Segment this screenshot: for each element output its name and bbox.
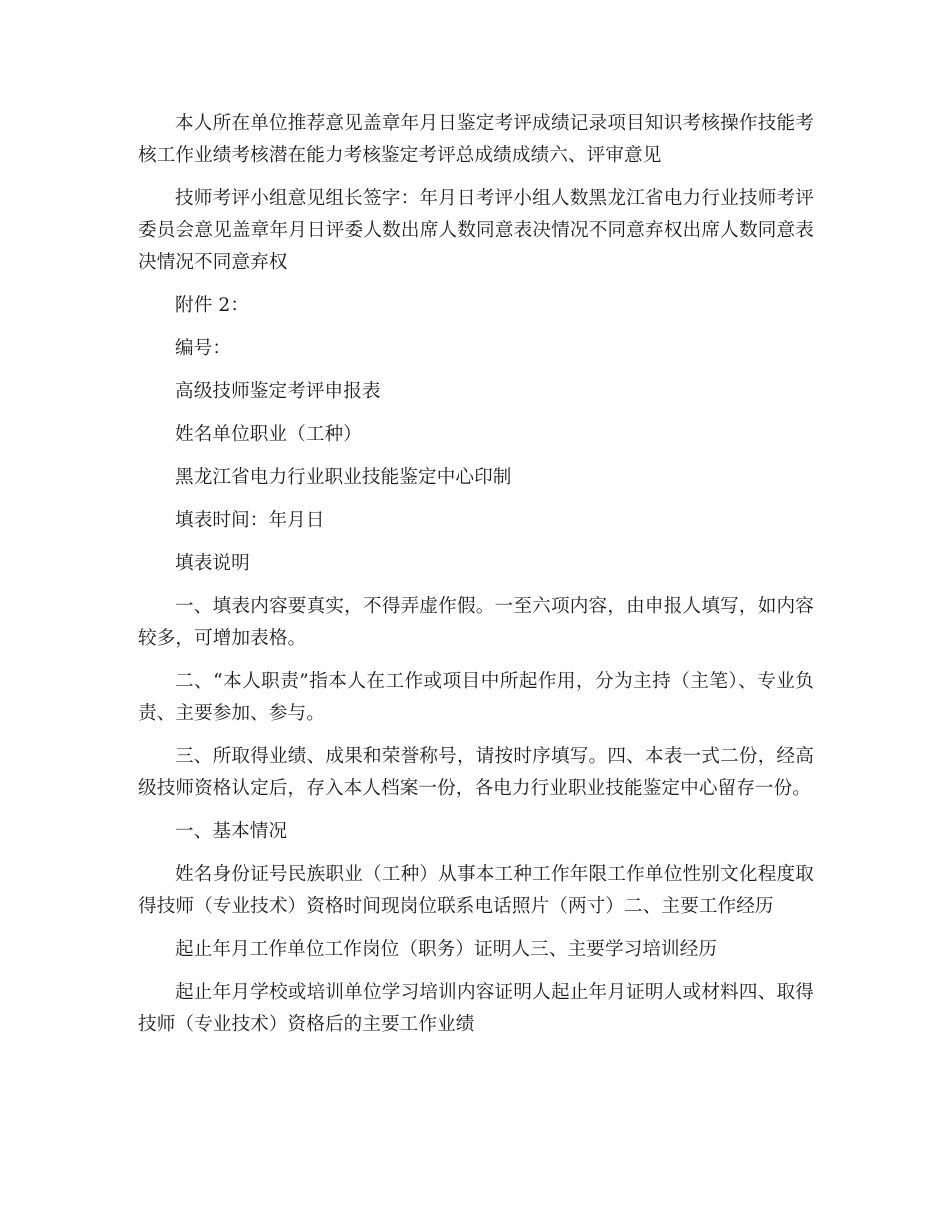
- paragraph-instruction-2: 二、“本人职责”指本人在工作或项目中所起作用，分为主持（主笔）、专业负责、主要参加、参与。: [138, 671, 814, 724]
- paragraph-section-basic-info: 一、基本情况: [175, 821, 288, 842]
- paragraph-basic-info-fields: 姓名身份证号民族职业（工种）从事本工种工作年限工作单位性别文化程度取得技师（专业技术）资格时间现岗位联系电话照片（两寸）二、主要工作经历: [138, 864, 814, 917]
- paragraph-attachment-label: 附件 2：: [175, 295, 250, 316]
- paragraph-instruction-1: 一、填表内容要真实，不得弄虚作假。一至六项内容，由申报人填写，如内容较多，可增加表格。: [138, 596, 814, 649]
- paragraph-name-unit-occupation: 姓名单位职业（工种）: [175, 424, 362, 445]
- paragraph-training-history-fields: 起止年月学校或培训单位学习培训内容证明人起止年月证明人或材料四、取得技师（专业技术）资格后的主要工作业绩: [138, 982, 814, 1035]
- paragraph-recommendation-record: 本人所在单位推荐意见盖章年月日鉴定考评成绩记录项目知识考核操作技能考核工作业绩考核潜在能力考核鉴定考评总成绩成绩六、评审意见: [138, 113, 814, 166]
- paragraph-instruction-3-4: 三、所取得业绩、成果和荣誉称号，请按时序填写。四、本表一式二份，经高级技师资格认定后，存入本人档案一份，各电力行业职业技能鉴定中心留存一份。: [138, 746, 814, 799]
- paragraph-issuer: 黑龙江省电力行业职业技能鉴定中心印制: [175, 467, 512, 488]
- document-body: [138, 108, 814, 1052]
- paragraph-fill-date: 填表时间：年月日: [175, 510, 325, 531]
- paragraph-work-history-fields: 起止年月工作单位工作岗位（职务）证明人三、主要学习培训经历: [175, 939, 718, 960]
- paragraph-serial-number: 编号：: [175, 338, 232, 359]
- paragraph-review-opinions: 技师考评小组意见组长签字：年月日考评小组人数黑龙江省电力行业技师考评委员会意见盖章年月日评委人数出席人数同意表决情况不同意弃权出席人数同意表决情况不同意弃权: [138, 188, 814, 273]
- paragraph-instructions-heading: 填表说明: [175, 553, 250, 574]
- paragraph-form-title: 高级技师鉴定考评申报表: [175, 381, 381, 402]
